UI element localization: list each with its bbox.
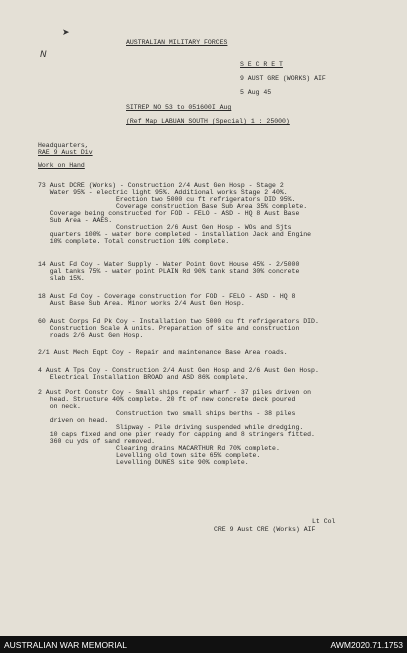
paragraph-14-fd-coy: 14 Aust Fd Coy - Water Supply - Water Point Govt House 45% - 2/5000 gal tanks 75% - water point PLAIN Rd 90% tank stand 30% concrete slab 15%. (38, 261, 300, 282)
sitrep-title: SITREP NO 53 to 051600I Aug (126, 104, 232, 111)
paragraph-2-1-mech: 2/1 Aust Mech Eqpt Coy - Repair and maintenance Base Area roads. (38, 349, 288, 356)
handwritten-mark: N (40, 50, 47, 60)
section-title: Work on Hand (38, 162, 85, 169)
footer-accession-id: AWM2020.71.1753 (330, 640, 403, 650)
paragraph-2-port-constr: 2 Aust Port Constr Coy - Small ships repair wharf - 37 piles driven on head. Structure 40% complete. 20 ft of new concrete deck poured on neck. Construction two small ships berths - 38 piles driven on head. Slipway - Pile driving suspended while dredging. 10 caps fixed and one pier ready for capping and 8 stringers fitted. 360 cu yds of sand removed. Clearing drains MACARTHUR Rd 70% complete. Levelling old town site 65% complete. Levelling DUNES site 90% complete. (38, 389, 315, 466)
classification: S E C R E T (240, 61, 283, 68)
signature-rank: Lt Col (312, 518, 336, 525)
addressee-line-2: RAE 9 Aust Div (38, 149, 93, 156)
footer-source: AUSTRALIAN WAR MEMORIAL (4, 640, 127, 650)
signature-unit: CRE 9 Aust CRE (Works) AIF (214, 526, 316, 533)
addressee-line-1: Headquarters, (38, 142, 89, 149)
paragraph-18-fd-coy: 18 Aust Fd Coy - Coverage construction for FOD - FELO - ASD - HQ 8 Aust Base Sub Area. Minor works 2/4 Aust Gen Hosp. (38, 293, 296, 307)
ref-map: (Ref Map LABUAN SOUTH (Special) 1 : 25000) (126, 118, 290, 125)
document-header: AUSTRALIAN MILITARY FORCES (126, 39, 228, 46)
unit-name: 9 AUST GRE (WORKS) AIF (240, 75, 326, 82)
document-date: 5 Aug 45 (240, 89, 272, 96)
paragraph-73-dcre: 73 Aust DCRE (Works) - Construction 2/4 Aust Gen Hosp - Stage 2 Water 95% - electric light 95%. Additional works Stage 2 40%. Erection two 5000 cu ft refrigerators DID 95%. Coverage construction Base Sub Area 35% complete. Coverage being constructed for FOD - FELO - ASD - HQ 8 Aust Base Sub Area - AAES. Construction 2/6 Aust Gen Hosp - WOs and Sjts quarters 100% - water bore completed - installation Jack and Engine 10% complete. Total construction 10% complete. (38, 182, 312, 245)
paragraph-60-corps: 60 Aust Corps Fd Pk Coy - Installation two 5000 cu ft refrigerators DID. Construction Scale A units. Preparation of site and construction roads 2/6 Aust Gen Hosp. (38, 318, 319, 339)
footer-bar (0, 636, 407, 653)
paragraph-4-tps-coy: 4 Aust A Tps Coy - Construction 2/4 Aust Gen Hosp and 2/6 Aust Gen Hosp. Electrical Installation BROAD and ASD 86% complete. (38, 367, 319, 381)
punch-mark-icon: ➤ (62, 28, 70, 38)
